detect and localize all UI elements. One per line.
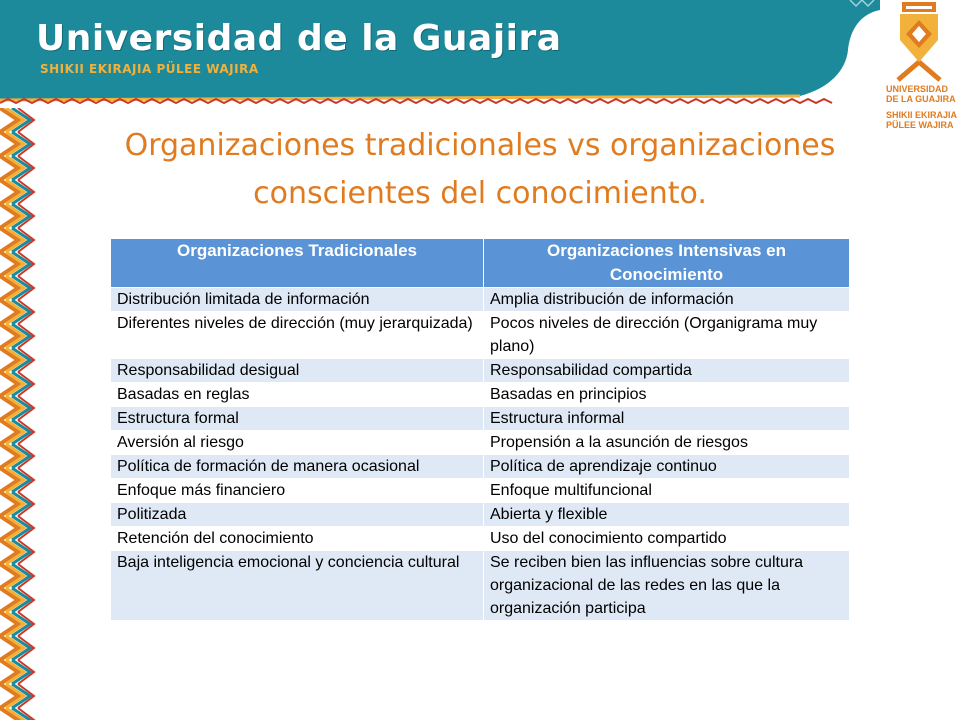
university-name: Universidad de la Guajira: [36, 18, 562, 59]
table-header-row: [111, 239, 850, 288]
cell-traditional: Distribución limitada de información: [111, 288, 484, 312]
cell-traditional: Diferentes niveles de dirección (muy jerarquizada): [111, 312, 484, 359]
logo-line3: SHIKII EKIRAJIA: [886, 110, 958, 120]
cell-traditional: Aversión al riesgo: [111, 431, 484, 455]
table-row: [111, 383, 850, 407]
slide-title-line2: conscientes del conocimiento.: [253, 176, 707, 211]
cell-knowledge: Basadas en principios: [484, 383, 850, 407]
university-subtitle: SHIKII EKIRAJIA PÜLEE WAJIRA: [40, 62, 259, 76]
cell-traditional: Enfoque más financiero: [111, 479, 484, 503]
cell-knowledge: Enfoque multifuncional: [484, 479, 850, 503]
logo-line2: DE LA GUAJIRA: [886, 94, 956, 104]
table-row: [111, 527, 850, 551]
cell-knowledge: Se reciben bien las influencias sobre cultura organizacional de las redes en las que la organización participa: [484, 551, 850, 621]
table-row: [111, 431, 850, 455]
logo-line1: UNIVERSIDAD: [886, 84, 949, 94]
column-header-knowledge: Organizaciones Intensivas en Conocimiento: [484, 239, 850, 288]
slide-title-line1: Organizaciones tradicionales vs organizaciones: [124, 128, 836, 163]
column-header-traditional: Organizaciones Tradicionales: [111, 239, 484, 288]
comparison-table: [110, 238, 850, 621]
cell-knowledge: Amplia distribución de información: [484, 288, 850, 312]
slide-title: [60, 122, 900, 218]
table-row: [111, 551, 850, 621]
table-row: [111, 288, 850, 312]
table-row: [111, 407, 850, 431]
cell-traditional: Basadas en reglas: [111, 383, 484, 407]
cell-traditional: Baja inteligencia emocional y conciencia cultural: [111, 551, 484, 621]
cell-knowledge: Política de aprendizaje continuo: [484, 455, 850, 479]
cell-knowledge: Pocos niveles de dirección (Organigrama muy plano): [484, 312, 850, 359]
table-row: [111, 479, 850, 503]
logo-line4: PÜLEE WAJIRA: [886, 120, 954, 130]
cell-knowledge: Propensión a la asunción de riesgos: [484, 431, 850, 455]
table-row: [111, 312, 850, 359]
cell-traditional: Política de formación de manera ocasional: [111, 455, 484, 479]
cell-knowledge: Uso del conocimiento compartido: [484, 527, 850, 551]
logo-text-university: [886, 84, 956, 104]
cell-knowledge: Estructura informal: [484, 407, 850, 431]
table-row: [111, 503, 850, 527]
cell-knowledge: Abierta y flexible: [484, 503, 850, 527]
cell-traditional: Responsabilidad desigual: [111, 359, 484, 383]
table-row: [111, 359, 850, 383]
decorative-side-pattern: [0, 108, 40, 720]
cell-traditional: Politizada: [111, 503, 484, 527]
cell-knowledge: Responsabilidad compartida: [484, 359, 850, 383]
cell-traditional: Retención del conocimiento: [111, 527, 484, 551]
cell-traditional: Estructura formal: [111, 407, 484, 431]
header-banner: [0, 0, 960, 108]
table-row: [111, 455, 850, 479]
